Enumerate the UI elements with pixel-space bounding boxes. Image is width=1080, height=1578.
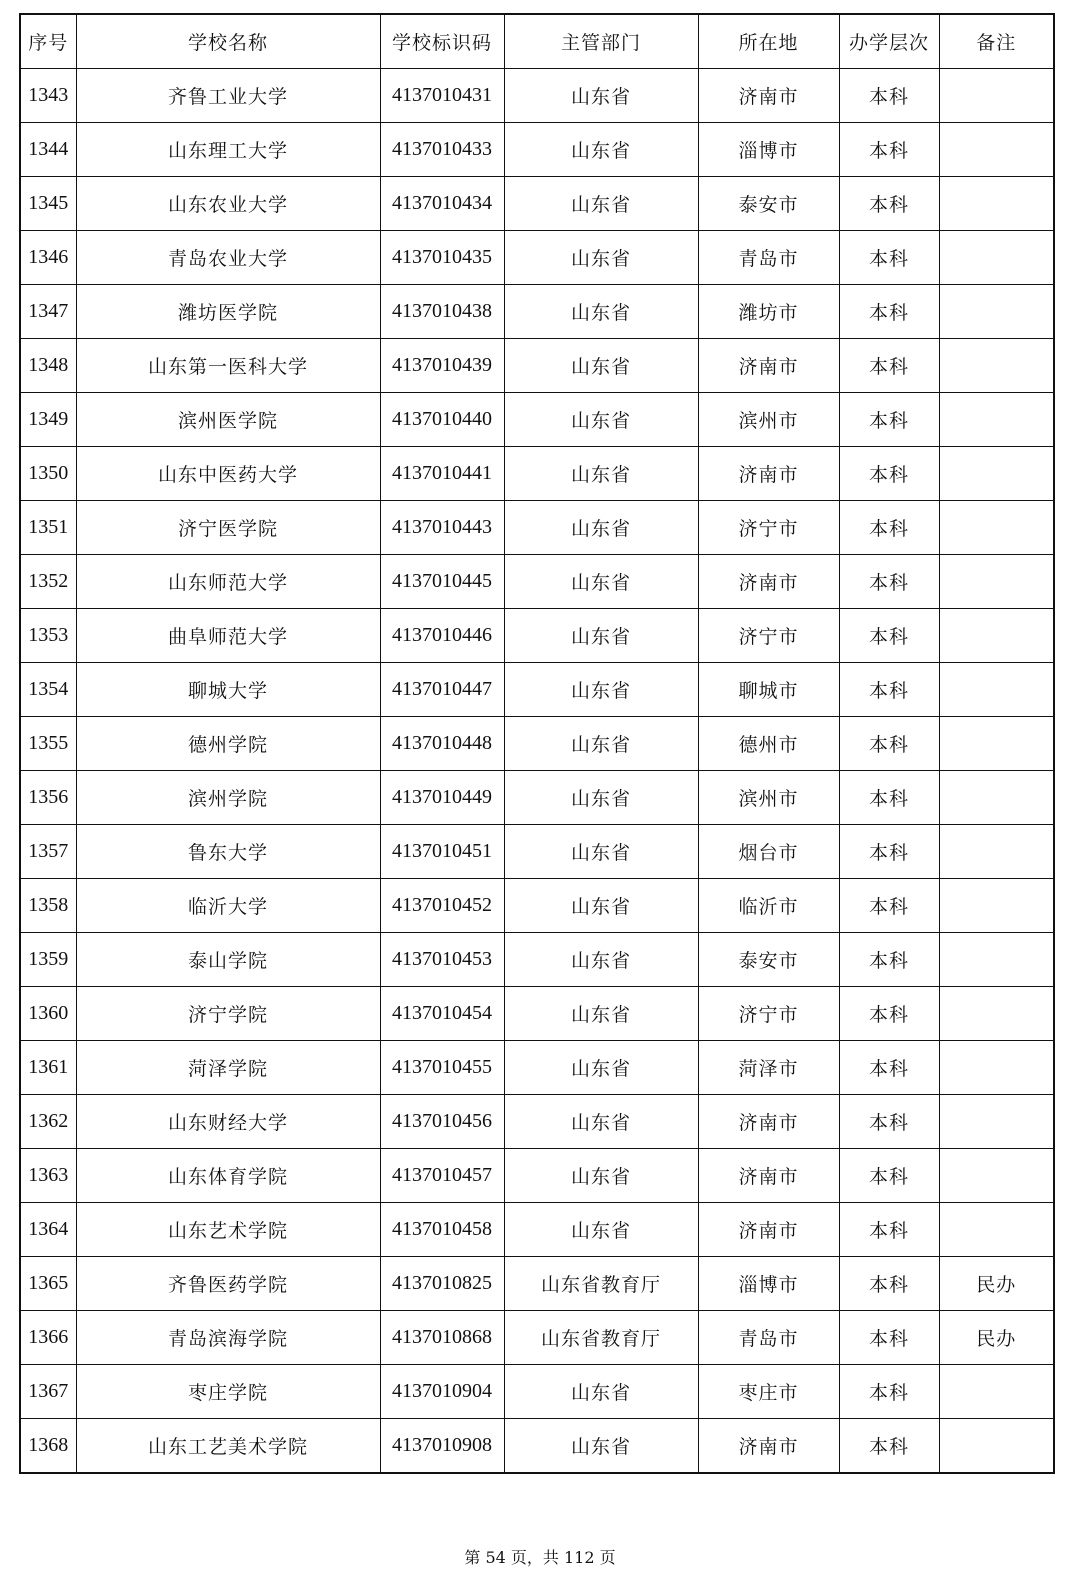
table-row xyxy=(20,1257,1054,1311)
cell-location: 济南市 xyxy=(698,1095,839,1149)
cell-school-code: 4137010457 xyxy=(380,1149,504,1203)
cell-location: 烟台市 xyxy=(698,825,839,879)
cell-authority: 山东省 xyxy=(504,1095,698,1149)
cell-authority: 山东省 xyxy=(504,1203,698,1257)
cell-location: 济南市 xyxy=(698,69,839,123)
table-row xyxy=(20,1203,1054,1257)
cell-index: 1355 xyxy=(20,717,76,771)
cell-school-code: 4137010433 xyxy=(380,123,504,177)
table-row xyxy=(20,555,1054,609)
cell-level: 本科 xyxy=(839,501,939,555)
cell-level: 本科 xyxy=(839,69,939,123)
cell-location: 济南市 xyxy=(698,1149,839,1203)
cell-authority: 山东省教育厅 xyxy=(504,1311,698,1365)
cell-note xyxy=(939,285,1054,339)
cell-authority: 山东省 xyxy=(504,987,698,1041)
cell-location: 潍坊市 xyxy=(698,285,839,339)
cell-index: 1346 xyxy=(20,231,76,285)
cell-level: 本科 xyxy=(839,771,939,825)
cell-school-code: 4137010448 xyxy=(380,717,504,771)
cell-location: 青岛市 xyxy=(698,231,839,285)
cell-level: 本科 xyxy=(839,393,939,447)
cell-note xyxy=(939,879,1054,933)
cell-index: 1361 xyxy=(20,1041,76,1095)
cell-note xyxy=(939,447,1054,501)
cell-index: 1345 xyxy=(20,177,76,231)
table-row xyxy=(20,285,1054,339)
cell-note xyxy=(939,339,1054,393)
cell-school-name: 滨州医学院 xyxy=(76,393,380,447)
cell-note xyxy=(939,663,1054,717)
cell-school-name: 聊城大学 xyxy=(76,663,380,717)
cell-note xyxy=(939,123,1054,177)
cell-level: 本科 xyxy=(839,987,939,1041)
cell-level: 本科 xyxy=(839,933,939,987)
cell-school-code: 4137010904 xyxy=(380,1365,504,1419)
cell-authority: 山东省 xyxy=(504,1149,698,1203)
cell-location: 济宁市 xyxy=(698,609,839,663)
cell-authority: 山东省 xyxy=(504,825,698,879)
cell-authority: 山东省 xyxy=(504,447,698,501)
table-row xyxy=(20,987,1054,1041)
cell-location: 济南市 xyxy=(698,339,839,393)
cell-school-code: 4137010456 xyxy=(380,1095,504,1149)
cell-level: 本科 xyxy=(839,825,939,879)
cell-note xyxy=(939,987,1054,1041)
cell-authority: 山东省 xyxy=(504,1041,698,1095)
cell-location: 菏泽市 xyxy=(698,1041,839,1095)
header-name: 学校名称 xyxy=(76,14,380,69)
table-row xyxy=(20,1041,1054,1095)
cell-school-name: 潍坊医学院 xyxy=(76,285,380,339)
table-row xyxy=(20,69,1054,123)
cell-school-name: 德州学院 xyxy=(76,717,380,771)
cell-school-code: 4137010438 xyxy=(380,285,504,339)
cell-school-name: 山东体育学院 xyxy=(76,1149,380,1203)
cell-school-name: 临沂大学 xyxy=(76,879,380,933)
cell-school-code: 4137010454 xyxy=(380,987,504,1041)
cell-authority: 山东省 xyxy=(504,933,698,987)
header-location: 所在地 xyxy=(698,14,839,69)
cell-note xyxy=(939,555,1054,609)
cell-note xyxy=(939,231,1054,285)
cell-location: 济宁市 xyxy=(698,501,839,555)
cell-index: 1347 xyxy=(20,285,76,339)
cell-location: 济南市 xyxy=(698,447,839,501)
table-row xyxy=(20,717,1054,771)
cell-index: 1367 xyxy=(20,1365,76,1419)
cell-school-code: 4137010455 xyxy=(380,1041,504,1095)
cell-index: 1356 xyxy=(20,771,76,825)
cell-school-name: 曲阜师范大学 xyxy=(76,609,380,663)
cell-authority: 山东省 xyxy=(504,879,698,933)
cell-note xyxy=(939,1203,1054,1257)
cell-school-code: 4137010453 xyxy=(380,933,504,987)
table-row xyxy=(20,663,1054,717)
cell-school-code: 4137010445 xyxy=(380,555,504,609)
cell-school-code: 4137010446 xyxy=(380,609,504,663)
header-index: 序号 xyxy=(20,14,76,69)
cell-authority: 山东省 xyxy=(504,1419,698,1474)
cell-authority: 山东省 xyxy=(504,393,698,447)
cell-school-code: 4137010447 xyxy=(380,663,504,717)
cell-note xyxy=(939,1095,1054,1149)
cell-school-code: 4137010868 xyxy=(380,1311,504,1365)
cell-index: 1352 xyxy=(20,555,76,609)
cell-level: 本科 xyxy=(839,1365,939,1419)
cell-school-name: 山东第一医科大学 xyxy=(76,339,380,393)
table-row xyxy=(20,1095,1054,1149)
cell-school-name: 济宁学院 xyxy=(76,987,380,1041)
cell-note xyxy=(939,177,1054,231)
table-row xyxy=(20,825,1054,879)
cell-school-name: 滨州学院 xyxy=(76,771,380,825)
cell-authority: 山东省 xyxy=(504,285,698,339)
cell-school-name: 齐鲁医药学院 xyxy=(76,1257,380,1311)
cell-note xyxy=(939,717,1054,771)
table-row xyxy=(20,501,1054,555)
table-row xyxy=(20,609,1054,663)
cell-level: 本科 xyxy=(839,123,939,177)
page-footer: 第 54 页，共 112 页 xyxy=(464,1548,616,1567)
cell-index: 1351 xyxy=(20,501,76,555)
cell-level: 本科 xyxy=(839,231,939,285)
header-authority: 主管部门 xyxy=(504,14,698,69)
cell-location: 淄博市 xyxy=(698,1257,839,1311)
cell-school-code: 4137010458 xyxy=(380,1203,504,1257)
cell-level: 本科 xyxy=(839,555,939,609)
cell-index: 1349 xyxy=(20,393,76,447)
cell-index: 1360 xyxy=(20,987,76,1041)
cell-location: 济南市 xyxy=(698,555,839,609)
table-row xyxy=(20,393,1054,447)
cell-location: 济南市 xyxy=(698,1419,839,1474)
cell-location: 聊城市 xyxy=(698,663,839,717)
cell-level: 本科 xyxy=(839,285,939,339)
cell-index: 1344 xyxy=(20,123,76,177)
cell-note xyxy=(939,825,1054,879)
cell-index: 1364 xyxy=(20,1203,76,1257)
cell-level: 本科 xyxy=(839,717,939,771)
cell-note xyxy=(939,1041,1054,1095)
table-row xyxy=(20,231,1054,285)
cell-authority: 山东省 xyxy=(504,123,698,177)
cell-school-name: 山东农业大学 xyxy=(76,177,380,231)
cell-note xyxy=(939,771,1054,825)
cell-school-code: 4137010443 xyxy=(380,501,504,555)
cell-location: 济宁市 xyxy=(698,987,839,1041)
cell-level: 本科 xyxy=(839,177,939,231)
cell-index: 1343 xyxy=(20,69,76,123)
cell-index: 1368 xyxy=(20,1419,76,1474)
table-body xyxy=(20,69,1054,1474)
cell-level: 本科 xyxy=(839,609,939,663)
cell-school-code: 4137010825 xyxy=(380,1257,504,1311)
cell-authority: 山东省 xyxy=(504,501,698,555)
table-row xyxy=(20,339,1054,393)
cell-location: 济南市 xyxy=(698,1203,839,1257)
table-row xyxy=(20,1311,1054,1365)
cell-school-name: 枣庄学院 xyxy=(76,1365,380,1419)
cell-school-name: 济宁医学院 xyxy=(76,501,380,555)
cell-level: 本科 xyxy=(839,447,939,501)
cell-index: 1366 xyxy=(20,1311,76,1365)
cell-school-name: 山东工艺美术学院 xyxy=(76,1419,380,1474)
cell-school-code: 4137010439 xyxy=(380,339,504,393)
table-row xyxy=(20,1365,1054,1419)
table-row xyxy=(20,1419,1054,1474)
cell-school-name: 山东师范大学 xyxy=(76,555,380,609)
header-row xyxy=(20,14,1054,69)
cell-note xyxy=(939,69,1054,123)
cell-note xyxy=(939,393,1054,447)
cell-level: 本科 xyxy=(839,1041,939,1095)
cell-school-name: 山东艺术学院 xyxy=(76,1203,380,1257)
cell-authority: 山东省 xyxy=(504,339,698,393)
cell-index: 1354 xyxy=(20,663,76,717)
cell-note xyxy=(939,1365,1054,1419)
cell-index: 1363 xyxy=(20,1149,76,1203)
cell-authority: 山东省教育厅 xyxy=(504,1257,698,1311)
cell-school-name: 泰山学院 xyxy=(76,933,380,987)
cell-note xyxy=(939,1419,1054,1474)
table-row xyxy=(20,1149,1054,1203)
cell-level: 本科 xyxy=(839,1149,939,1203)
table-row xyxy=(20,879,1054,933)
cell-index: 1359 xyxy=(20,933,76,987)
cell-index: 1357 xyxy=(20,825,76,879)
schools-table xyxy=(19,13,1055,1474)
cell-index: 1362 xyxy=(20,1095,76,1149)
cell-authority: 山东省 xyxy=(504,1365,698,1419)
cell-authority: 山东省 xyxy=(504,663,698,717)
cell-level: 本科 xyxy=(839,879,939,933)
cell-school-name: 鲁东大学 xyxy=(76,825,380,879)
table-row xyxy=(20,771,1054,825)
cell-authority: 山东省 xyxy=(504,717,698,771)
cell-school-code: 4137010435 xyxy=(380,231,504,285)
cell-level: 本科 xyxy=(839,1203,939,1257)
cell-level: 本科 xyxy=(839,663,939,717)
cell-location: 泰安市 xyxy=(698,933,839,987)
header-level: 办学层次 xyxy=(839,14,939,69)
cell-authority: 山东省 xyxy=(504,771,698,825)
cell-school-code: 4137010431 xyxy=(380,69,504,123)
cell-school-name: 齐鲁工业大学 xyxy=(76,69,380,123)
cell-school-code: 4137010441 xyxy=(380,447,504,501)
cell-note xyxy=(939,933,1054,987)
cell-school-name: 山东理工大学 xyxy=(76,123,380,177)
cell-school-code: 4137010449 xyxy=(380,771,504,825)
cell-level: 本科 xyxy=(839,1095,939,1149)
cell-note xyxy=(939,1149,1054,1203)
header-note: 备注 xyxy=(939,14,1054,69)
cell-authority: 山东省 xyxy=(504,177,698,231)
cell-note: 民办 xyxy=(939,1311,1054,1365)
table-row xyxy=(20,177,1054,231)
cell-index: 1350 xyxy=(20,447,76,501)
cell-school-code: 4137010451 xyxy=(380,825,504,879)
table-row xyxy=(20,447,1054,501)
table-row xyxy=(20,123,1054,177)
cell-location: 德州市 xyxy=(698,717,839,771)
cell-note: 民办 xyxy=(939,1257,1054,1311)
cell-index: 1353 xyxy=(20,609,76,663)
cell-authority: 山东省 xyxy=(504,69,698,123)
cell-authority: 山东省 xyxy=(504,609,698,663)
cell-level: 本科 xyxy=(839,1311,939,1365)
cell-index: 1365 xyxy=(20,1257,76,1311)
cell-level: 本科 xyxy=(839,339,939,393)
cell-location: 滨州市 xyxy=(698,771,839,825)
cell-location: 滨州市 xyxy=(698,393,839,447)
cell-location: 青岛市 xyxy=(698,1311,839,1365)
cell-authority: 山东省 xyxy=(504,555,698,609)
cell-school-name: 青岛农业大学 xyxy=(76,231,380,285)
cell-school-name: 山东中医药大学 xyxy=(76,447,380,501)
cell-location: 淄博市 xyxy=(698,123,839,177)
cell-school-code: 4137010452 xyxy=(380,879,504,933)
cell-school-code: 4137010434 xyxy=(380,177,504,231)
cell-school-code: 4137010440 xyxy=(380,393,504,447)
cell-location: 临沂市 xyxy=(698,879,839,933)
cell-school-code: 4137010908 xyxy=(380,1419,504,1474)
cell-note xyxy=(939,609,1054,663)
cell-school-name: 山东财经大学 xyxy=(76,1095,380,1149)
header-code: 学校标识码 xyxy=(380,14,504,69)
cell-school-name: 菏泽学院 xyxy=(76,1041,380,1095)
cell-location: 泰安市 xyxy=(698,177,839,231)
cell-note xyxy=(939,501,1054,555)
cell-authority: 山东省 xyxy=(504,231,698,285)
cell-location: 枣庄市 xyxy=(698,1365,839,1419)
cell-level: 本科 xyxy=(839,1419,939,1474)
cell-school-name: 青岛滨海学院 xyxy=(76,1311,380,1365)
cell-level: 本科 xyxy=(839,1257,939,1311)
table-row xyxy=(20,933,1054,987)
cell-index: 1358 xyxy=(20,879,76,933)
cell-index: 1348 xyxy=(20,339,76,393)
